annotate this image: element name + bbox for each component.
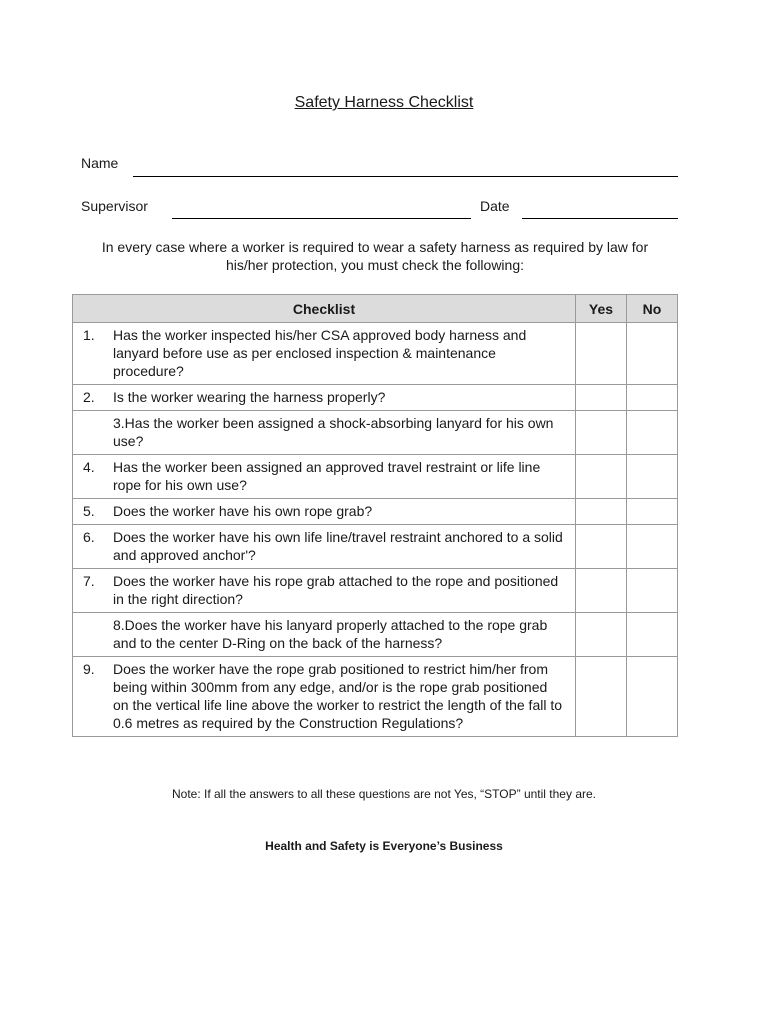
question-cell xyxy=(73,323,576,385)
question-text: Has the worker inspected his/her CSA approved body harness and lanyard before use as per enclosed inspection & maintenance procedure? xyxy=(113,327,527,379)
yes-checkbox[interactable] xyxy=(576,455,627,499)
date-field[interactable] xyxy=(522,218,678,219)
question-cell xyxy=(73,385,576,411)
question-cell xyxy=(73,525,576,569)
no-checkbox[interactable] xyxy=(627,657,678,737)
table-row xyxy=(73,499,678,525)
no-checkbox[interactable] xyxy=(627,385,678,411)
date-label: Date xyxy=(480,198,510,214)
question-text: Has the worker been assigned an approved travel restraint or life line rope for his own use? xyxy=(113,459,541,493)
question-number: 9. xyxy=(83,661,95,677)
table-row xyxy=(73,411,678,455)
table-header-row xyxy=(73,295,678,323)
no-checkbox[interactable] xyxy=(627,323,678,385)
no-checkbox[interactable] xyxy=(627,525,678,569)
table-row xyxy=(73,455,678,499)
footer-slogan: Health and Safety is Everyone’s Business xyxy=(265,839,503,853)
page-title: Safety Harness Checklist xyxy=(294,94,474,111)
question-cell xyxy=(73,411,576,455)
no-checkbox[interactable] xyxy=(627,613,678,657)
supervisor-label: Supervisor xyxy=(81,198,148,214)
table-row xyxy=(73,569,678,613)
question-number: 7. xyxy=(83,573,95,589)
question-text: Does the worker have his rope grab attached to the rope and positioned in the right direction? xyxy=(113,573,559,607)
question-cell xyxy=(73,657,576,737)
question-text: Does the worker have the rope grab positioned to restrict him/her from being within 300mm from any edge, and/or is the rope grab positioned on the vertical life line above the worker to restrict the length of the fall to 0.6 metres as required by the Construction Regulations? xyxy=(113,661,563,731)
note-text: Note: If all the answers to all these questions are not Yes, “STOP” until they are. xyxy=(171,787,596,801)
intro-text: In every case where a worker is required to wear a safety harness as required by law for his/her protection, you must check the following: xyxy=(101,239,649,273)
question-text: Is the worker wearing the harness properly? xyxy=(113,389,386,405)
question-cell xyxy=(73,499,576,525)
yes-checkbox[interactable] xyxy=(576,525,627,569)
question-cell xyxy=(73,569,576,613)
no-header: No xyxy=(627,295,678,323)
table-row xyxy=(73,525,678,569)
table-row xyxy=(73,385,678,411)
question-number: 1. xyxy=(83,327,95,343)
question-text: 3.Has the worker been assigned a shock-absorbing lanyard for his own use? xyxy=(113,415,554,449)
yes-checkbox[interactable] xyxy=(576,657,627,737)
name-field[interactable] xyxy=(133,176,678,177)
table-row xyxy=(73,613,678,657)
question-cell xyxy=(73,455,576,499)
checklist-header: Checklist xyxy=(73,295,576,323)
supervisor-field[interactable] xyxy=(172,218,471,219)
yes-checkbox[interactable] xyxy=(576,499,627,525)
table-row xyxy=(73,657,678,737)
yes-checkbox[interactable] xyxy=(576,385,627,411)
yes-checkbox[interactable] xyxy=(576,569,627,613)
question-number: 2. xyxy=(83,389,95,405)
question-text: Does the worker have his own life line/travel restraint anchored to a solid and approved anchor'? xyxy=(113,529,563,563)
yes-checkbox[interactable] xyxy=(576,411,627,455)
question-number: 6. xyxy=(83,529,95,545)
question-cell xyxy=(73,613,576,657)
no-checkbox[interactable] xyxy=(627,499,678,525)
no-checkbox[interactable] xyxy=(627,455,678,499)
no-checkbox[interactable] xyxy=(627,569,678,613)
question-number: 5. xyxy=(83,503,95,519)
yes-checkbox[interactable] xyxy=(576,323,627,385)
question-text: 8.Does the worker have his lanyard properly attached to the rope grab and to the center D-Ring on the back of the harness? xyxy=(113,617,548,651)
question-number: 4. xyxy=(83,459,95,475)
table-row xyxy=(73,323,678,385)
name-label: Name xyxy=(81,155,119,171)
yes-header: Yes xyxy=(576,295,627,323)
checklist-table xyxy=(72,294,678,737)
no-checkbox[interactable] xyxy=(627,411,678,455)
question-text: Does the worker have his own rope grab? xyxy=(113,503,373,519)
yes-checkbox[interactable] xyxy=(576,613,627,657)
